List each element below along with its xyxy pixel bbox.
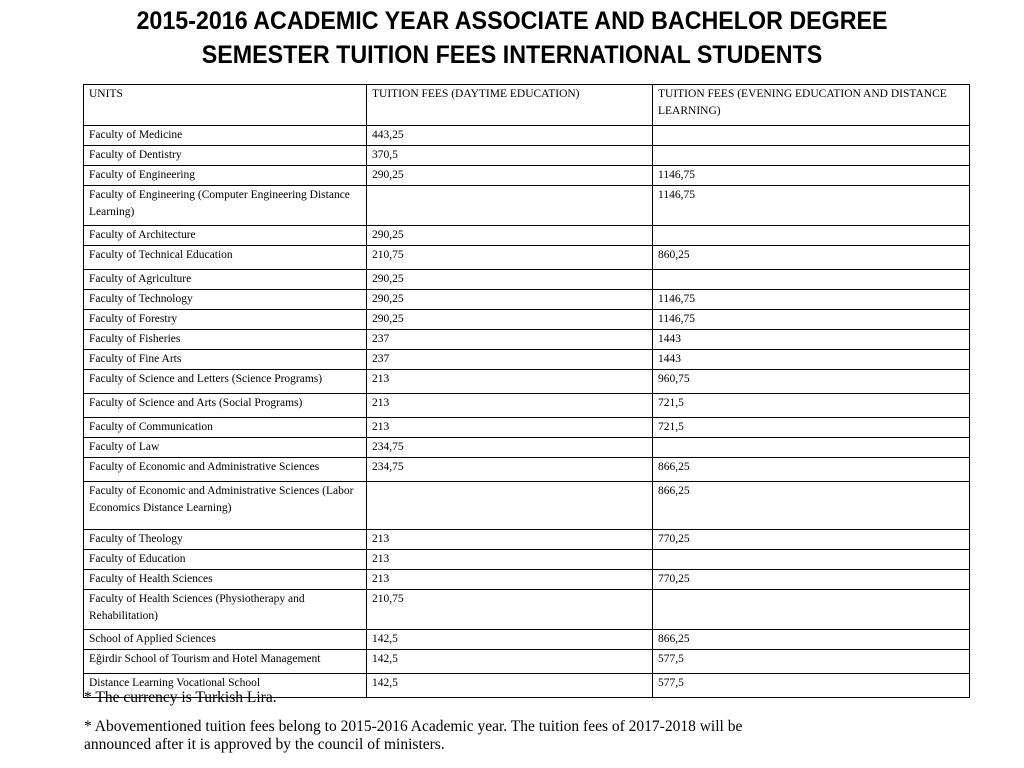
unit-cell: Faculty of Dentistry xyxy=(84,146,367,166)
unit-cell: Eğirdir School of Tourism and Hotel Management xyxy=(84,650,367,674)
unit-cell: Faculty of Education xyxy=(84,550,367,570)
evening-distance-fee-cell xyxy=(653,146,970,166)
unit-cell: Faculty of Health Sciences (Physiotherapy and Rehabilitation) xyxy=(84,590,367,630)
daytime-fee-cell: 142,5 xyxy=(367,650,653,674)
unit-cell: Faculty of Technical Education xyxy=(84,246,367,270)
daytime-fee-cell xyxy=(367,186,653,226)
evening-distance-fee-cell: 770,25 xyxy=(653,530,970,550)
evening-distance-fee-cell xyxy=(653,126,970,146)
table-row xyxy=(84,438,970,458)
unit-cell: Faculty of Fine Arts xyxy=(84,350,367,370)
table-row xyxy=(84,370,970,394)
page-title xyxy=(36,4,988,72)
header-evening-distance-fees: TUITION FEES (EVENING EDUCATION AND DISTANCE LEARNING) xyxy=(653,85,970,126)
daytime-fee-cell: 210,75 xyxy=(367,246,653,270)
unit-cell: Faculty of Economic and Administrative Sciences (Labor Economics Distance Learning) xyxy=(84,482,367,530)
title-line-1: 2015-2016 ACADEMIC YEAR ASSOCIATE AND BACHELOR DEGREE xyxy=(136,7,888,35)
table-row xyxy=(84,418,970,438)
daytime-fee-cell: 290,25 xyxy=(367,226,653,246)
table-row xyxy=(84,458,970,482)
currency-note: * The currency is Turkish Lira. xyxy=(84,689,277,706)
unit-cell: Faculty of Engineering xyxy=(84,166,367,186)
evening-distance-fee-cell: 1146,75 xyxy=(653,186,970,226)
evening-distance-fee-cell: 1443 xyxy=(653,330,970,350)
unit-cell: Faculty of Science and Arts (Social Programs) xyxy=(84,394,367,418)
header-units: UNITS xyxy=(84,85,367,126)
daytime-fee-cell: 213 xyxy=(367,418,653,438)
daytime-fee-cell: 213 xyxy=(367,370,653,394)
table-row xyxy=(84,290,970,310)
evening-distance-fee-cell: 860,25 xyxy=(653,246,970,270)
evening-distance-fee-cell: 577,5 xyxy=(653,650,970,674)
unit-cell: Faculty of Engineering (Computer Engineering Distance Learning) xyxy=(84,186,367,226)
announcement-note: * Abovementioned tuition fees belong to 2015-2016 Academic year. The tuition fees of 2017-2018 will be announced after it is approved by the council of ministers. xyxy=(84,718,743,753)
unit-cell: Distance Learning Vocational School xyxy=(84,674,367,698)
evening-distance-fee-cell: 1146,75 xyxy=(653,166,970,186)
table-row xyxy=(84,650,970,674)
unit-cell: Faculty of Theology xyxy=(84,530,367,550)
unit-cell: Faculty of Science and Letters (Science Programs) xyxy=(84,370,367,394)
unit-cell: Faculty of Law xyxy=(84,438,367,458)
table-row xyxy=(84,270,970,290)
evening-distance-fee-cell xyxy=(653,270,970,290)
daytime-fee-cell: 213 xyxy=(367,394,653,418)
table-header-row xyxy=(84,85,970,126)
evening-distance-fee-cell xyxy=(653,438,970,458)
daytime-fee-cell: 237 xyxy=(367,350,653,370)
table-row xyxy=(84,330,970,350)
title-line-2: SEMESTER TUITION FEES INTERNATIONAL STUDENTS xyxy=(201,41,823,69)
table-row xyxy=(84,482,970,530)
daytime-fee-cell: 210,75 xyxy=(367,590,653,630)
table-row xyxy=(84,246,970,270)
table-row xyxy=(84,394,970,418)
unit-cell: Faculty of Agriculture xyxy=(84,270,367,290)
daytime-fee-cell: 213 xyxy=(367,570,653,590)
evening-distance-fee-cell: 960,75 xyxy=(653,370,970,394)
unit-cell: Faculty of Forestry xyxy=(84,310,367,330)
unit-cell: Faculty of Communication xyxy=(84,418,367,438)
evening-distance-fee-cell: 866,25 xyxy=(653,458,970,482)
table-row xyxy=(84,146,970,166)
table-row xyxy=(84,570,970,590)
table-row xyxy=(84,126,970,146)
evening-distance-fee-cell: 721,5 xyxy=(653,394,970,418)
evening-distance-fee-cell: 1146,75 xyxy=(653,310,970,330)
unit-cell: Faculty of Technology xyxy=(84,290,367,310)
table-row xyxy=(84,226,970,246)
evening-distance-fee-cell xyxy=(653,590,970,630)
unit-cell: Faculty of Fisheries xyxy=(84,330,367,350)
unit-cell: School of Applied Sciences xyxy=(84,630,367,650)
daytime-fee-cell: 142,5 xyxy=(367,674,653,698)
daytime-fee-cell: 234,75 xyxy=(367,458,653,482)
table-row xyxy=(84,186,970,226)
unit-cell: Faculty of Medicine xyxy=(84,126,367,146)
daytime-fee-cell: 290,25 xyxy=(367,166,653,186)
table-row xyxy=(84,350,970,370)
unit-cell: Faculty of Health Sciences xyxy=(84,570,367,590)
unit-cell: Faculty of Architecture xyxy=(84,226,367,246)
daytime-fee-cell: 290,25 xyxy=(367,290,653,310)
evening-distance-fee-cell: 721,5 xyxy=(653,418,970,438)
daytime-fee-cell xyxy=(367,482,653,530)
daytime-fee-cell: 213 xyxy=(367,550,653,570)
table-row xyxy=(84,530,970,550)
evening-distance-fee-cell xyxy=(653,226,970,246)
footnotes xyxy=(84,689,804,754)
table-row xyxy=(84,590,970,630)
daytime-fee-cell: 290,25 xyxy=(367,310,653,330)
daytime-fee-cell: 213 xyxy=(367,530,653,550)
tuition-fees-table xyxy=(83,84,970,698)
unit-cell: Faculty of Economic and Administrative Sciences xyxy=(84,458,367,482)
daytime-fee-cell: 443,25 xyxy=(367,126,653,146)
header-daytime-fees: TUITION FEES (DAYTIME EDUCATION) xyxy=(367,85,653,126)
daytime-fee-cell: 234,75 xyxy=(367,438,653,458)
table-row xyxy=(84,630,970,650)
table-row xyxy=(84,166,970,186)
daytime-fee-cell: 237 xyxy=(367,330,653,350)
table-row xyxy=(84,550,970,570)
table-row xyxy=(84,310,970,330)
evening-distance-fee-cell: 1146,75 xyxy=(653,290,970,310)
daytime-fee-cell: 290,25 xyxy=(367,270,653,290)
evening-distance-fee-cell: 770,25 xyxy=(653,570,970,590)
evening-distance-fee-cell: 1443 xyxy=(653,350,970,370)
evening-distance-fee-cell xyxy=(653,550,970,570)
daytime-fee-cell: 370,5 xyxy=(367,146,653,166)
evening-distance-fee-cell: 866,25 xyxy=(653,630,970,650)
daytime-fee-cell: 142,5 xyxy=(367,630,653,650)
evening-distance-fee-cell: 577,5 xyxy=(653,674,970,698)
evening-distance-fee-cell: 866,25 xyxy=(653,482,970,530)
